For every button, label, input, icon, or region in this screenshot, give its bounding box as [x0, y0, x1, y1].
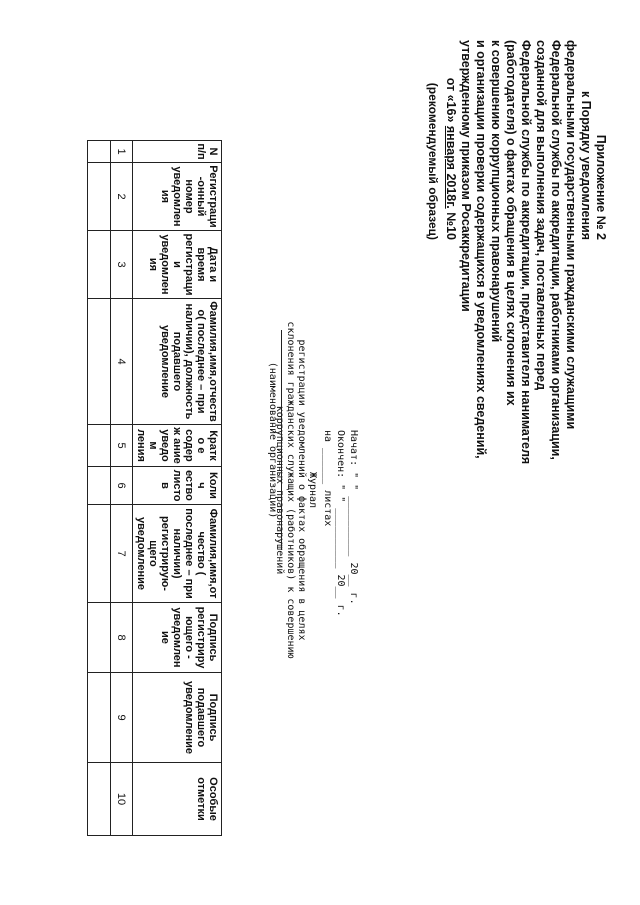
header-line: утвержденному приказом Росаккредитации	[459, 40, 473, 312]
col-header: Подпись подавшего уведомление	[133, 673, 222, 763]
table-cell	[88, 163, 111, 231]
journal-subtitle: склонения гражданских служащих (работников) к совершению	[285, 321, 296, 659]
column-number: 9	[111, 673, 133, 763]
end-date: Окончен: " " __________ 20__ г.	[335, 430, 346, 617]
col-header: Кратко е содерж ание уведом ления	[133, 425, 222, 467]
journal-dates	[321, 430, 360, 630]
column-number: 8	[111, 603, 133, 673]
table-cell	[88, 505, 111, 603]
col-header: Регистраци-онный номер уведомления	[133, 163, 222, 231]
header-line: и организации проверки содержащихся в уведомлениях сведений,	[474, 40, 488, 459]
date-underlined: января 2018г.	[444, 125, 458, 209]
org-name-line	[281, 330, 282, 550]
col-header: Колич ество листо в	[133, 467, 222, 505]
header-line: федеральными государственными гражданскими служащими	[564, 40, 578, 430]
table-cell	[88, 603, 111, 673]
col-header: Особые отметки	[133, 763, 222, 836]
table-header-row	[133, 141, 222, 836]
appendix-header	[443, 40, 608, 465]
table-cell	[88, 299, 111, 425]
header-line: Федеральной службы по аккредитации, представителя нанимателя	[519, 40, 533, 465]
date-prefix: от «16»	[444, 77, 458, 126]
column-number: 1	[111, 141, 133, 163]
sheets-count: на ______ листах	[322, 430, 333, 527]
column-number: 4	[111, 299, 133, 425]
table-cell	[88, 141, 111, 163]
column-number: 7	[111, 505, 133, 603]
start-date: Начат: " " __________ 20__ г.	[348, 430, 359, 605]
order-date	[443, 40, 458, 240]
col-header: N п/п	[133, 141, 222, 163]
sample-note: (рекомендуемый образец)	[426, 82, 440, 240]
col-header: Фамилия,имя,отчество( последнее – при наличии), должность подавшего уведомление	[133, 299, 222, 425]
col-header: Подпись регистриру ющего - уведомлен ие	[133, 603, 222, 673]
order-number: №10	[444, 208, 458, 240]
column-number: 2	[111, 163, 133, 231]
column-number-row	[111, 141, 133, 836]
column-number: 10	[111, 763, 133, 836]
column-number: 5	[111, 425, 133, 467]
header-line: (работодателя) о фактах обращения в целях склонения их	[504, 40, 518, 406]
column-number: 3	[111, 231, 133, 299]
table-cell	[88, 467, 111, 505]
col-header: Дата и время регистрации уведомления	[133, 231, 222, 299]
table-cell	[88, 425, 111, 467]
header-line: к Порядку уведомления	[579, 90, 593, 240]
journal-subtitle: регистрации уведомлений о фактах обращения в целях	[296, 339, 307, 641]
journal-table	[87, 140, 222, 836]
table-cell	[88, 763, 111, 836]
col-header: Фамилия,имя,от чество ( последнее – при наличии) регистрирую-щего уведомление	[133, 505, 222, 603]
journal-subtitle: коррупционных правонарушений	[274, 405, 285, 575]
journal-title: Журнал	[307, 471, 318, 509]
empty-entry-row	[88, 141, 111, 836]
table-cell	[88, 231, 111, 299]
column-number: 6	[111, 467, 133, 505]
table-cell	[88, 673, 111, 763]
org-name-label: (наименование организации)	[267, 361, 278, 519]
header-line: к совершению коррупционных правонарушений	[489, 40, 503, 343]
header-line: Приложение № 2	[594, 134, 608, 240]
header-line: Федеральной службы по аккредитации, работниками организации,	[549, 40, 563, 460]
header-line: созданной для выполнения задач, поставленных перед	[534, 40, 548, 391]
